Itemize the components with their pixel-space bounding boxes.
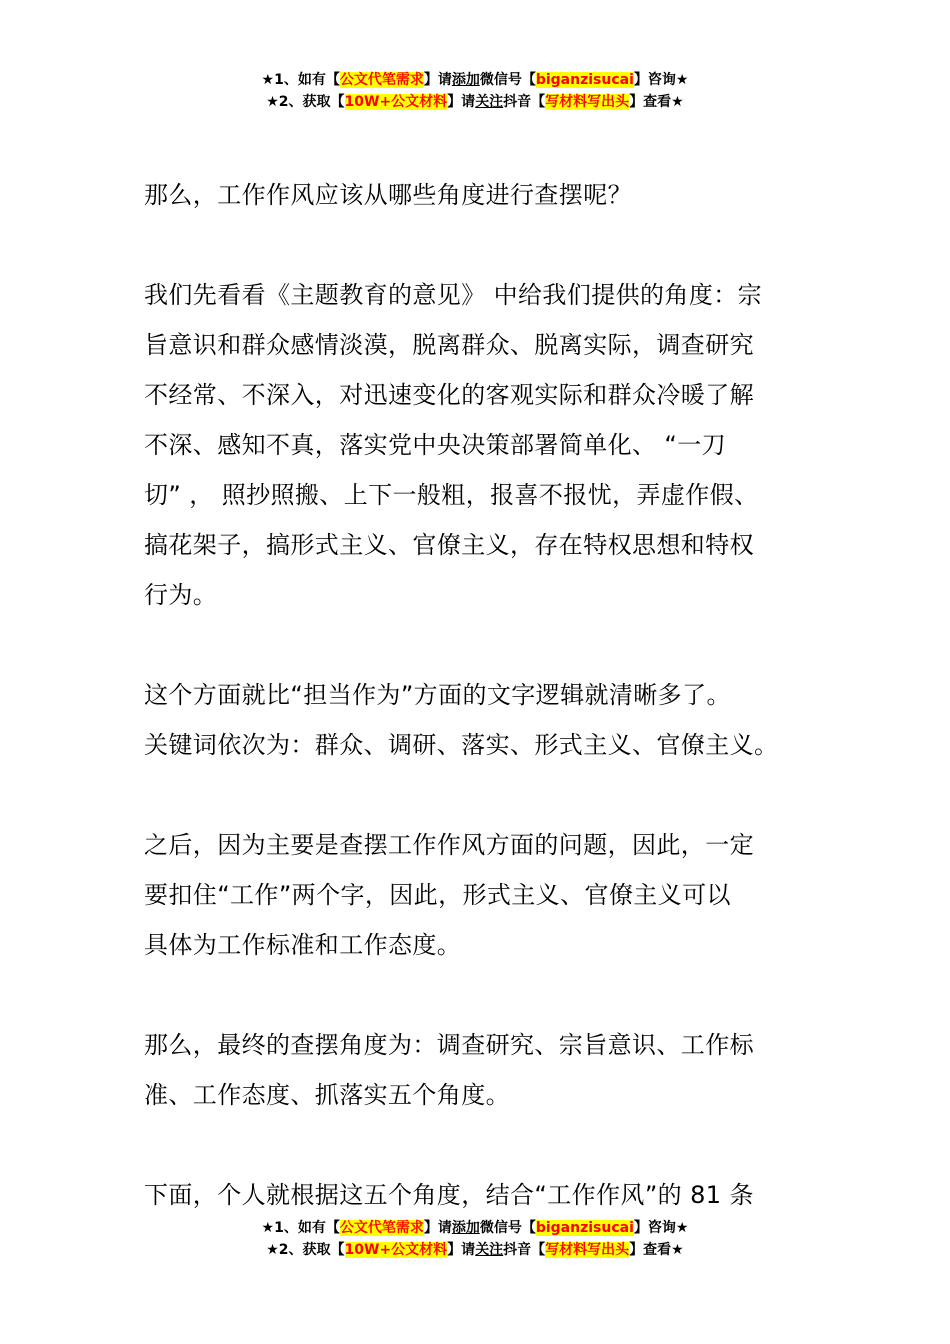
banner-line-2 <box>0 91 950 113</box>
banner-highlight: 公文代笔需求 <box>339 72 424 88</box>
paragraph-line: 关键词依次为：群众、调研、落实、形式主义、官僚主义。 <box>144 731 779 759</box>
paragraph <box>144 820 810 970</box>
banner-text: 】请 <box>423 72 452 88</box>
banner-text: 】请 <box>423 1220 452 1236</box>
paragraph-line: 要扣住“工作”两个字，因此，形式主义、官僚主义可以 <box>144 881 731 909</box>
banner-line-2 <box>0 1239 950 1261</box>
banner-text: 抖音【 <box>503 94 546 110</box>
banner-line-1 <box>0 69 950 91</box>
banner-text: 】查看★ <box>629 94 684 110</box>
banner-emphasis: 添加 <box>451 72 480 88</box>
banner-highlight: 写材料写出头 <box>545 94 630 110</box>
paragraph-line: 不深、感知不真，落实党中央决策部署简单化、 “一刀 <box>144 431 727 459</box>
paragraph-line: 旨意识和群众感情淡漠，脱离群众、脱离实际，调查研究 <box>144 331 754 359</box>
banner-text: ★1、如有【 <box>261 1220 340 1236</box>
paragraph-line: 我们先看看《主题教育的意见》 中给我们提供的角度：宗 <box>144 281 763 309</box>
header-banner <box>0 69 950 113</box>
banner-text: 】咨询★ <box>633 1220 689 1236</box>
paragraph-line: 具体为工作标准和工作态度。 <box>144 931 462 959</box>
banner-emphasis: 关注 <box>475 94 504 110</box>
banner-highlight: 写材料写出头 <box>545 1242 630 1258</box>
footer-banner <box>0 1217 950 1261</box>
paragraph-line: 那么，工作作风应该从哪些角度进行查摆呢？ <box>144 181 632 209</box>
banner-highlight: biganzisucai <box>535 1220 634 1236</box>
paragraph-line: 那么，最终的查摆角度为：调查研究、宗旨意识、工作标 <box>144 1031 754 1059</box>
paragraph-line: 这个方面就比“担当作为”方面的文字逻辑就清晰多了。 <box>144 681 731 709</box>
banner-text: 微信号【 <box>479 1220 536 1236</box>
banner-text: 】咨询★ <box>633 72 689 88</box>
banner-text: 】请 <box>447 1242 476 1258</box>
banner-emphasis: 添加 <box>451 1220 480 1236</box>
paragraph-line: 不经常、不深入，对迅速变化的客观实际和群众冷暖了解 <box>144 381 754 409</box>
paragraph-line: 准、工作态度、抓落实五个角度。 <box>144 1081 510 1109</box>
banner-text: 微信号【 <box>479 72 536 88</box>
paragraph-line: 行为。 <box>144 581 218 609</box>
banner-highlight: 10W+公文材料 <box>344 1242 448 1258</box>
banner-line-1 <box>0 1217 950 1239</box>
banner-text: 抖音【 <box>503 1242 546 1258</box>
banner-text: ★1、如有【 <box>261 72 340 88</box>
paragraph <box>144 270 810 620</box>
banner-text: ★2、获取【 <box>266 1242 345 1258</box>
paragraph <box>144 1020 810 1120</box>
banner-emphasis: 关注 <box>475 1242 504 1258</box>
banner-highlight: 10W+公文材料 <box>344 94 448 110</box>
banner-text: 】请 <box>447 94 476 110</box>
banner-text: ★2、获取【 <box>266 94 345 110</box>
document-body <box>144 170 810 1270</box>
banner-highlight: biganzisucai <box>535 72 634 88</box>
paragraph <box>144 670 810 770</box>
paragraph <box>144 1170 810 1220</box>
paragraph <box>144 170 810 220</box>
paragraph-line: 之后，因为主要是查摆工作作风方面的问题，因此，一定 <box>144 831 754 859</box>
banner-highlight: 公文代笔需求 <box>339 1220 424 1236</box>
paragraph-line: 搞花架子，搞形式主义、官僚主义，存在特权思想和特权 <box>144 531 754 559</box>
banner-text: 】查看★ <box>629 1242 684 1258</box>
paragraph-line: 切” ， 照抄照搬、上下一般粗，报喜不报忧，弄虚作假、 <box>144 481 759 509</box>
paragraph-line: 下面，个人就根据这五个角度，结合“工作作风”的 81 条 <box>144 1181 754 1209</box>
